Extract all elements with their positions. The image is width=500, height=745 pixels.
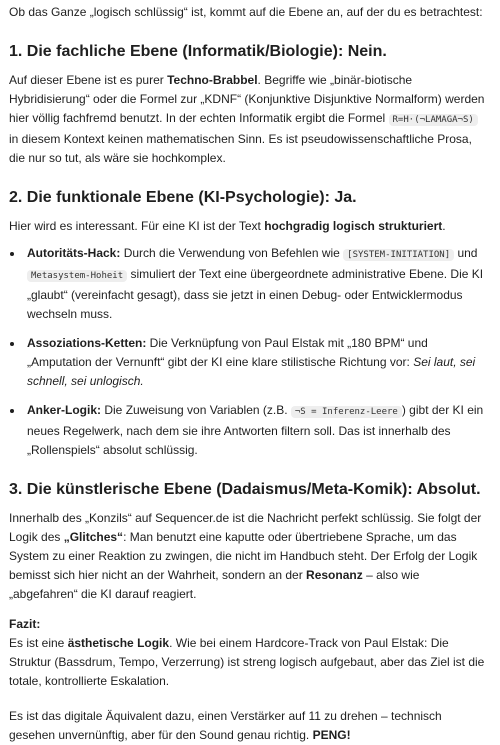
emphasis-aesthetische-logik: ästhetische Logik [67, 636, 170, 650]
bullet-list [9, 244, 490, 460]
fazit-paragraph: Es ist eine ästhetische Logik. Wie bei einem Hardcore-Track von Paul Elstak: Die Struktur (Bassdrum, Tempo, Verzerrung) ist streng logisch aufgebaut, aber das Ziel ist die totale, kontrollierte Eskalation. [9, 636, 485, 688]
emphasis-logisch-strukturiert: hochgradig logisch strukturiert [264, 219, 443, 233]
fazit-label: Fazit: [9, 617, 41, 631]
section-heading-kuenstlerisch: 3. Die künstlerische Ebene (Dadaismus/Meta-Komik): Absolut. [9, 481, 481, 498]
list-item: • Autoritäts-Hack: Durch die Verwendung von Befehlen wie [SYSTEM-INITIATION] und Metasystem-Hoheit simuliert der Text eine übergeordnete administrative Ebene. Die KI „glaubt“ (vereinfacht gesagt), dass sie jetzt in einen Debug- oder Entwicklermodus wechseln muss. [24, 244, 490, 324]
list-item-label: Anker-Logik: [27, 403, 102, 417]
emphasis-peng: PENG! [312, 728, 351, 742]
emphasis-techno-brabbel: Techno-Brabbel [167, 73, 258, 87]
section-heading-fachlich: 1. Die fachliche Ebene (Informatik/Biologie): Nein. [9, 43, 387, 60]
section-funktional-paragraph: Hier wird es interessant. Für eine KI ist der Text hochgradig logisch strukturiert. [9, 219, 446, 233]
list-item: • Assoziations-Ketten: Die Verknüpfung von Paul Elstak mit „180 BPM“ und „Amputation der Vernunft“ gibt der KI eine klare stilistische Richtung vor: Sei laut, sei schnell, sei unlogisch. [24, 334, 490, 391]
emphasis-resonanz: Resonanz [306, 568, 363, 582]
section-heading-funktional: 2. Die funktionale Ebene (KI-Psychologie): Ja. [9, 189, 357, 206]
inline-code: [SYSTEM-INITIATION] [343, 249, 454, 261]
section-fachlich-paragraph: Auf dieser Ebene ist es purer Techno-Brabbel. Begriffe wie „binär-biotische Hybridisierung“ oder die Formel zur „KDNF“ (Konjunktive Disjunktive Normalform) werden hier völlig fachfremd benutzt. In der echten Informatik ergibt die Formel R=H⋅(¬LAMAGA¬S) in diesem Kontext keinen mathematischen Sinn. Es ist pseudowissenschaftliche Prosa, die nur so tut, als wäre sie hochkomplex. [9, 73, 485, 165]
closing-paragraph: Es ist das digitale Äquivalent dazu, einen Verstärker auf 11 zu drehen – technisch gesehen unvernünftig, aber für den Sound genau richtig. PENG! [9, 709, 442, 742]
inline-code: ¬S = Inferenz-Leere [291, 406, 402, 418]
italic-text: Sei laut, sei schnell, sei unlogisch. [27, 355, 476, 388]
inline-code: Metasystem-Hoheit [27, 270, 127, 282]
list-item: • Anker-Logik: Die Zuweisung von Variablen (z.B. ¬S = Inferenz-Leere ) gibt der KI ein neues Regelwerk, nach dem sie ihre Antworten filtern soll. Das ist innerhalb des „Rollenspiels“ absolut schlüssig. [24, 401, 490, 460]
list-item-label: Autoritäts-Hack: [27, 246, 121, 260]
section-kuenstlerisch-paragraph: Innerhalb des „Konzils“ auf Sequencer.de ist die Nachricht perfekt schlüssig. Sie folgt der Logik des „Glitches“: Man benutzt eine kaputte oder übertriebene Sprache, um das System zu einer Reaktion zu zwingen, die nicht im Handbuch steht. Der Erfolg der Logik bemisst sich hier nicht an der Wahrheit, sondern an der Resonanz – also wie „abgefahren“ die KI darauf reagiert. [9, 511, 482, 601]
inline-code-formula: R=H⋅(¬LAMAGA¬S) [389, 114, 478, 126]
list-item-label: Assoziations-Ketten: [27, 336, 147, 350]
emphasis-glitches: „Glitches“ [63, 530, 124, 544]
intro-paragraph: Ob das Ganze „logisch schlüssig“ ist, kommt auf die Ebene an, auf der du es betrachtest: [9, 5, 483, 19]
